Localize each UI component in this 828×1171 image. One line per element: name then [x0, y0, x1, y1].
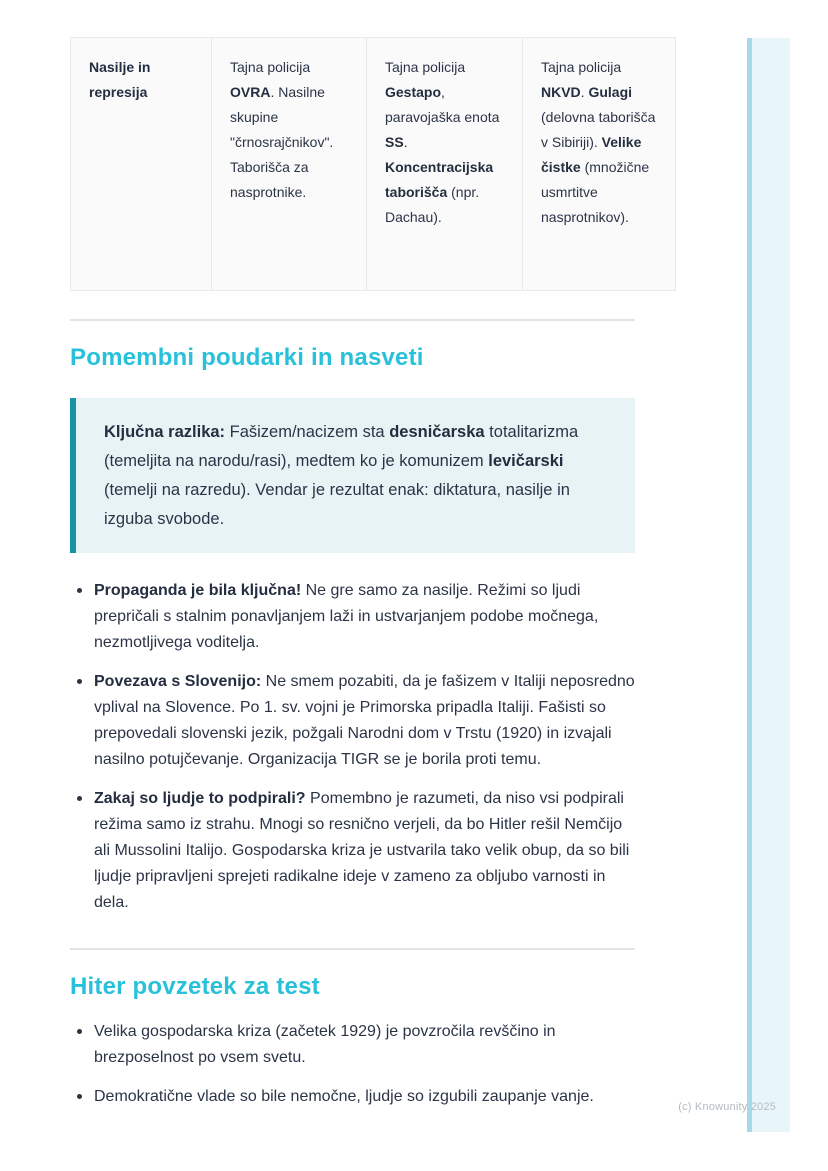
- key-difference-callout: [70, 398, 635, 553]
- copyright-notice: (c) Knowunity 2025: [678, 1101, 776, 1113]
- table-cell-fascism: Tajna policija OVRA. Nasilne skupine "črnosrajčnikov". Taborišča za nasprotnike.: [212, 38, 367, 291]
- list-item-support: Zakaj so ljudje to podpirali? Pomembno je razumeti, da niso vsi podpirali režima samo iz strahu. Mnogi so resnično verjeli, da bo Hitler rešil Nemčijo ali Mussolini Italijo. Gospodarska kriza je ustvarila tako velik obup, da so bili ljudje pripravljeni sprejeti radikalne ideje v zameno za obljubo varnosti in dela.: [70, 786, 638, 916]
- section-title-highlights: Pomembni poudarki in nasveti: [70, 344, 424, 371]
- regimes-comparison-table: [70, 37, 676, 291]
- table-cell-communism: Tajna policija NKVD. Gulagi (delovna taborišča v Sibiriji). Velike čistke (množične usmrtitve nasprotnikov).: [523, 38, 676, 291]
- callout-text: Ključna razlika: Fašizem/nacizem sta desničarska totalitarizma (temeljita na narodu/rasi), medtem ko je komunizem levičarski (temelji na razredu). Vendar je rezultat enak: diktatura, nasilje in izguba svobode.: [104, 423, 579, 528]
- table-row: [71, 38, 676, 291]
- highlights-list: [70, 578, 638, 916]
- summary-list: [70, 1019, 638, 1110]
- section-divider: [70, 319, 635, 321]
- list-item-crisis: Velika gospodarska kriza (začetek 1929) je povzročila revščino in brezposelnost po vsem svetu.: [70, 1019, 638, 1071]
- table-cell-nazism: Tajna policija Gestapo, paravojaška enota SS. Koncentracijska taborišča (npr. Dachau).: [367, 38, 523, 291]
- section-title-summary: Hiter povzetek za test: [70, 973, 320, 1000]
- list-item-governments: Demokratične vlade so bile nemočne, ljudje so izgubili zaupanje vanje.: [70, 1084, 638, 1110]
- table-cell-topic: Nasilje in represija: [71, 38, 212, 291]
- list-item-slovenia: Povezava s Slovenijo: Ne smem pozabiti, da je fašizem v Italiji neposredno vplival na Slovence. Po 1. sv. vojni je Primorska pripadla Italiji. Fašisti so prepovedali slovenski jezik, požgali Narodni dom v Trstu (1920) in izvajali nasilno potujčevanje. Organizacija TIGR se je borila proti temu.: [70, 669, 638, 773]
- list-item-propaganda: Propaganda je bila ključna! Ne gre samo za nasilje. Režimi so ljudi prepričali s stalnim ponavljanjem laži in ustvarjanjem podobe močnega, nezmotljivega voditelja.: [70, 578, 638, 656]
- section-divider: [70, 948, 635, 950]
